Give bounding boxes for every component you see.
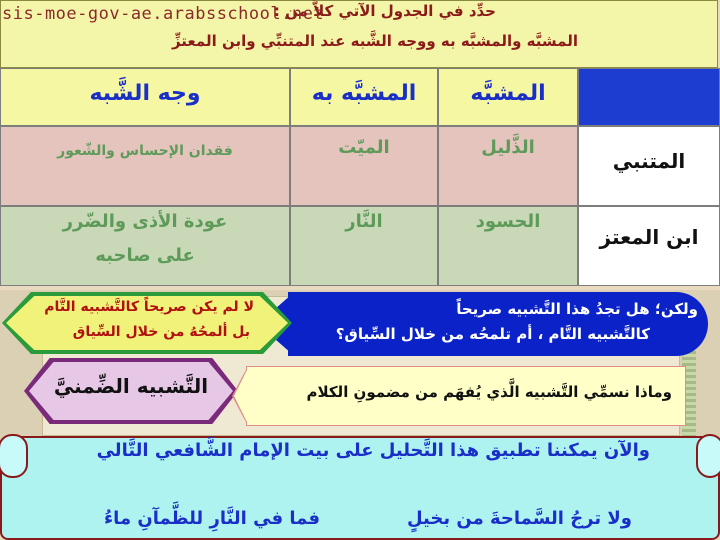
table-cell — [290, 206, 438, 286]
scroll-roll-right — [696, 434, 720, 478]
poet-name: المتنبي — [612, 149, 686, 173]
scroll-intro: والآن يمكننا تطبيق هذا التَّحليل على بيت الإمام الشَّافعي التَّالي — [96, 440, 650, 461]
term-label: التَّشبيه الضِّمنيَّ — [53, 374, 209, 398]
header-mushabbah-bih — [290, 68, 438, 126]
scroll-roll-left — [0, 434, 28, 478]
table-cell — [290, 126, 438, 206]
header-mushabbah — [438, 68, 578, 126]
table-cell — [0, 206, 290, 286]
cell-wajh-line-2: على صاحبه — [95, 245, 195, 266]
table-cell — [438, 126, 578, 206]
verse-part-1: ولا ترجُ السَّماحةَ من بخيلٍ — [406, 508, 632, 529]
header-wajh-label: وجه الشَّبه — [89, 81, 201, 106]
question-line-2: كالتَّشبيه التَّام ، أم تلمحُه من خلال السِّياق؟ — [335, 325, 650, 343]
header-mushabbah-label: المشبَّه — [470, 81, 546, 106]
poet-name: ابن المعتز — [599, 225, 699, 249]
header-wajh — [0, 68, 290, 126]
instruction-line-1: حدِّد في الجدول الآتي كلاًّ من : — [273, 2, 496, 20]
cell-mushabbah: الحسود — [475, 211, 541, 232]
comparison-table — [0, 68, 720, 286]
cell-mushabbah-bih: النَّار — [345, 211, 383, 232]
cell-mushabbah: الذَّليل — [481, 137, 535, 158]
cell-wajh: فقدان الإحساس والشّعور — [57, 143, 233, 159]
answer-line-2: بل ألمحُهُ من خلال السِّياق — [72, 324, 250, 340]
naming-question: وماذا نسمِّي التَّشبيه الَّذي يُفهَم من مضمونِ الكلام — [306, 383, 672, 401]
table-cell — [438, 206, 578, 286]
row-poet-mutanabbi — [578, 126, 720, 206]
row-poet-ibn-mutazz — [578, 206, 720, 286]
naming-callout-tail — [234, 368, 248, 424]
question-line-1: ولكن؛ هل تجدُ هذا التَّشبيه صريحاً — [456, 300, 698, 318]
cell-mushabbah-bih: الميّت — [338, 137, 390, 158]
header-mushabbah-bih-label: المشبَّه به — [311, 81, 417, 106]
table-corner-cell — [578, 68, 720, 126]
table-cell — [0, 126, 290, 206]
answer-line-1: لا لم يكن صريحاً كالتَّشبيه التَّام — [44, 299, 254, 315]
instruction-line-2: المشبَّه والمشبَّه به ووجه الشَّبه عند المتنبِّي وابن المعتزِّ — [171, 32, 578, 50]
watermark-url: sis-moe-gov-ae.arabsschool.net — [2, 4, 325, 24]
cell-wajh-line-1: عودة الأذى والضّرر — [62, 211, 228, 232]
verse-part-2: فما في النَّارِ للظَّمآنِ ماءُ — [103, 508, 320, 529]
